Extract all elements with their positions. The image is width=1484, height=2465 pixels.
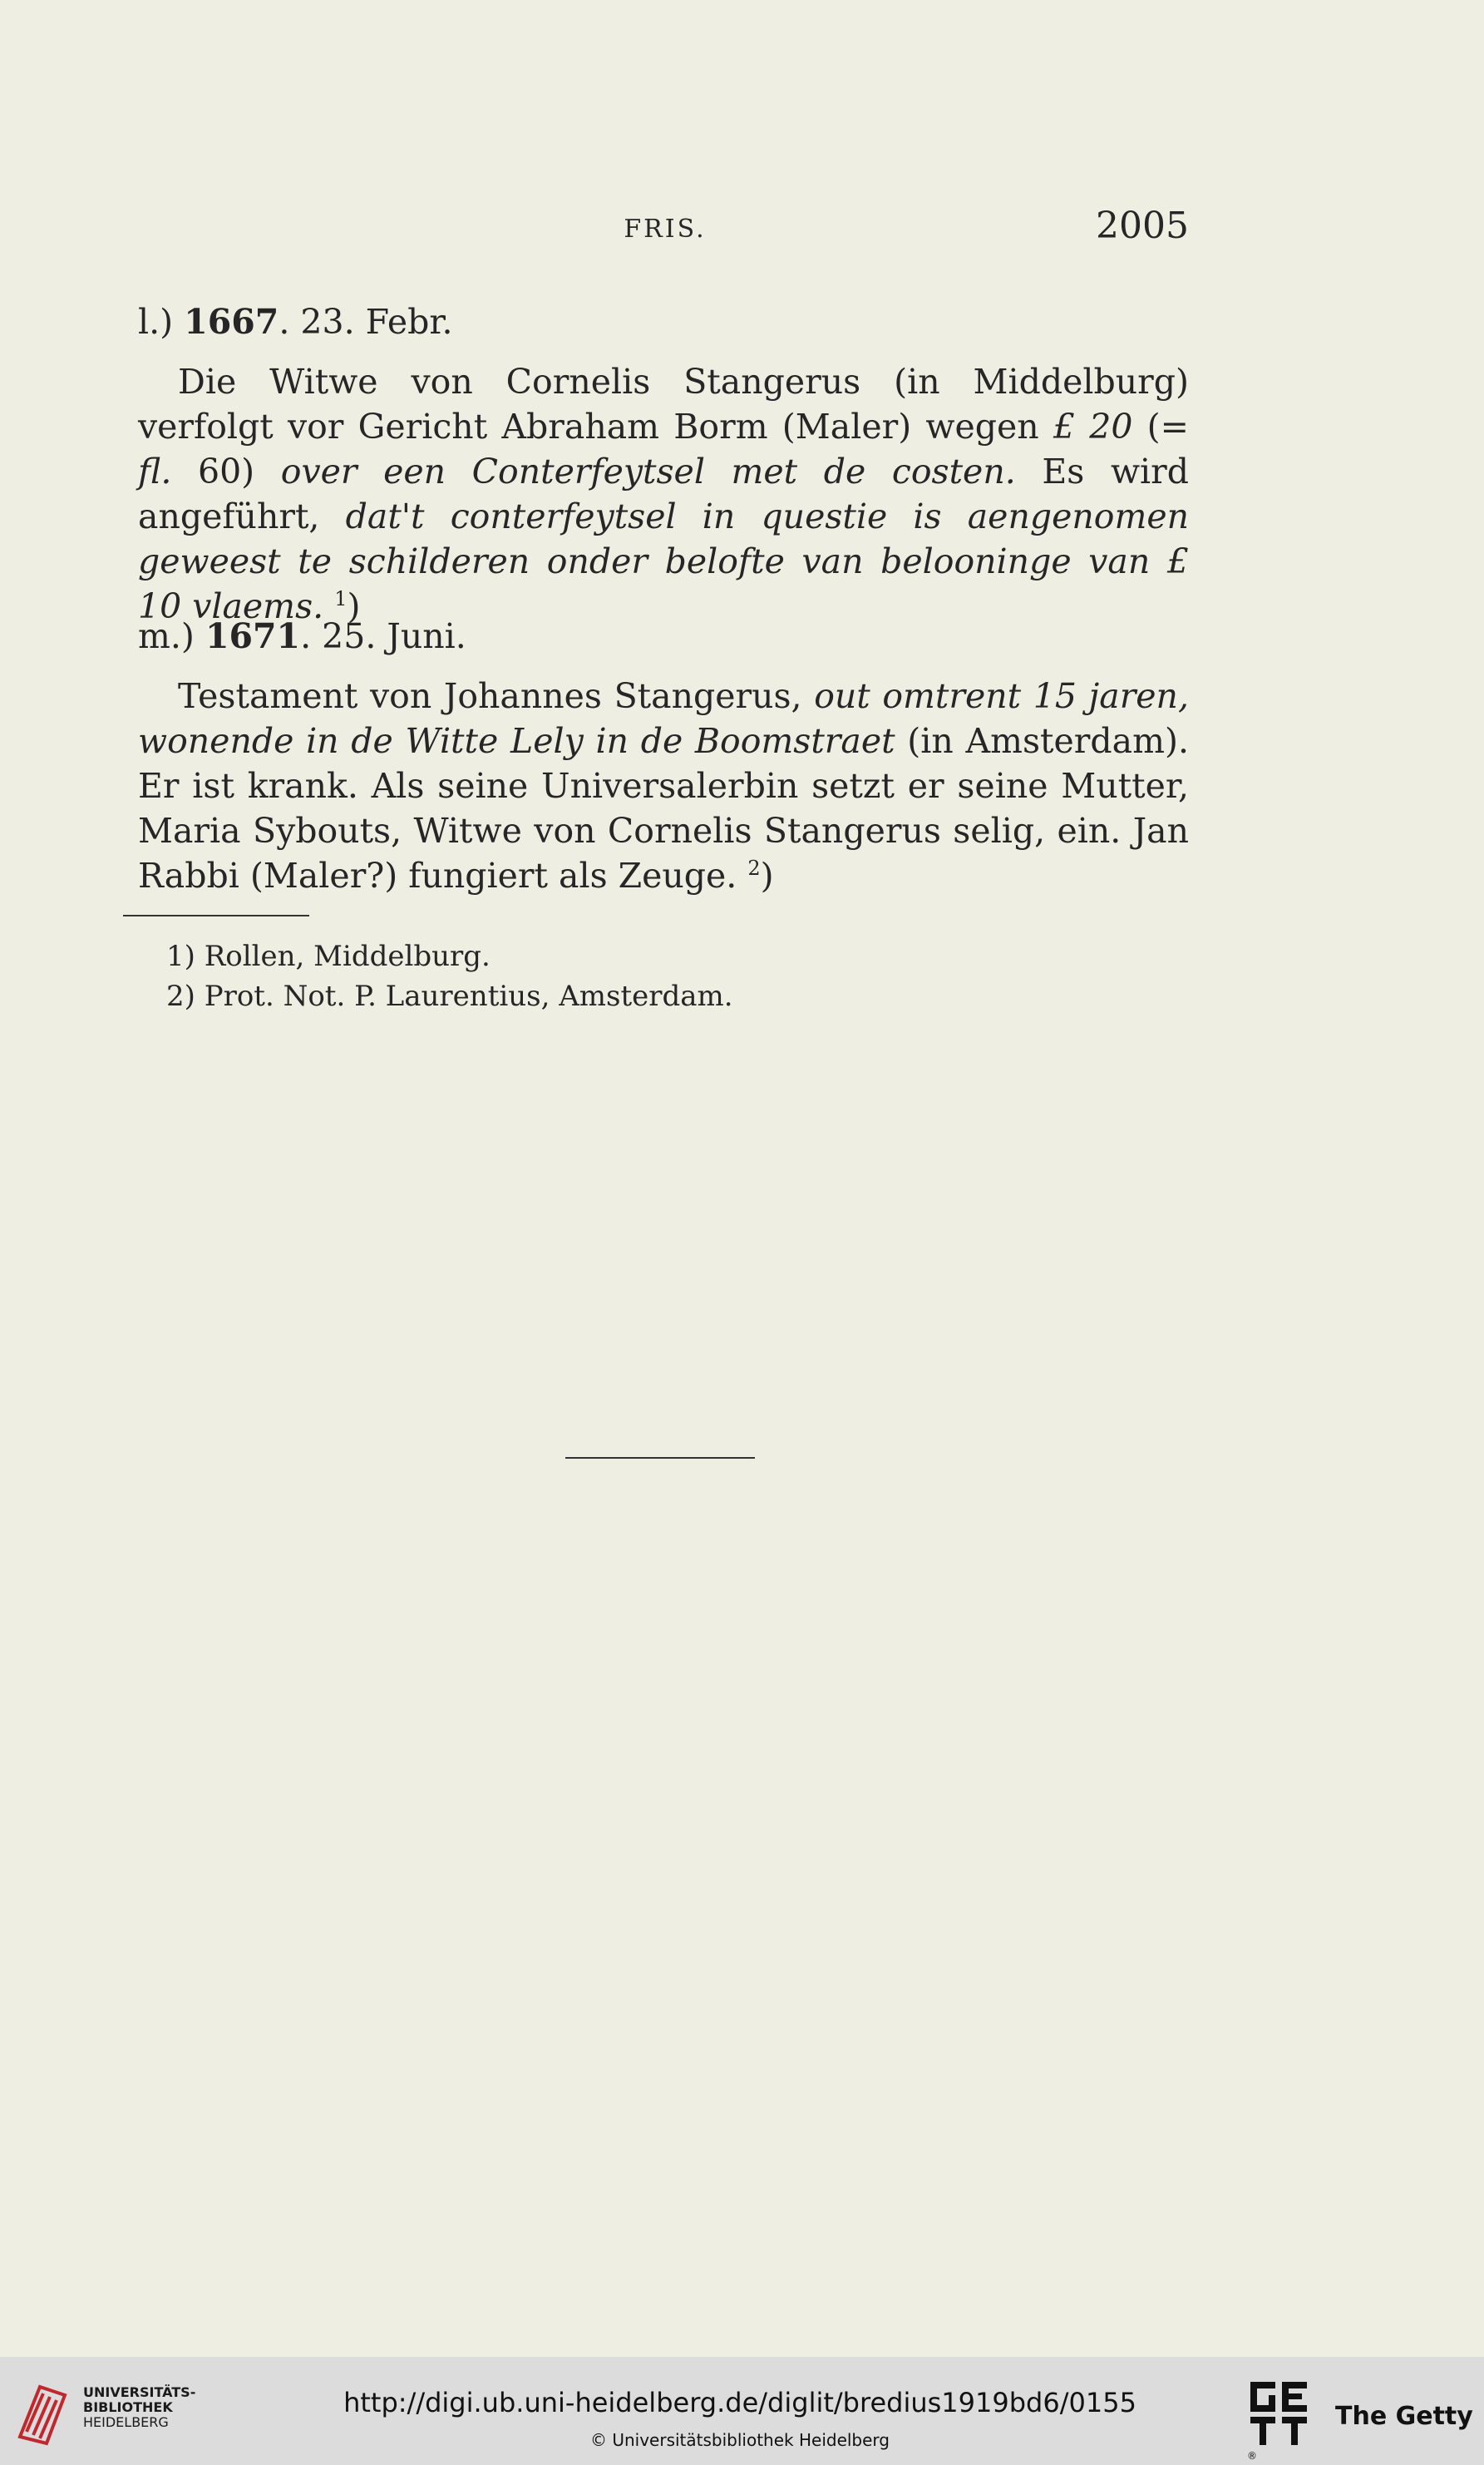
footnote-ref-2[interactable]: 2 [747,857,761,880]
entry-date: . 23. Febr. [279,302,453,342]
entry-heading-m [138,614,1189,659]
entry-date: . 25. Juni. [300,616,466,656]
page-number: 2005 [1096,205,1189,247]
footnote-2: 2) Prot. Not. P. Laurentius, Amsterdam. [166,980,733,1013]
paragraph-1: Die Witwe von Cornelis Stangerus (in Middelburg) verfolgt vor Gericht Abraham Borm (Maler) wegen £ 20 (= fl. 60) over een Conterfeytsel met de costen. Es wird angeführt, dat't conterfeytsel in questie is aengenomen geweest te schilderen onder belofte van belooninge van £ 10 vlaems. $^1$) [138,362,1190,626]
getty-logo-icon [1247,2379,1314,2448]
copyright-notice: © Universitätsbibliothek Heidelberg [589,2430,890,2450]
library-logo-icon [15,2379,71,2447]
footnote-ref-1[interactable]: 1 [334,587,348,610]
footnote-divider [123,915,309,916]
getty-name: The Getty [1335,2402,1473,2431]
source-url-link[interactable]: http://digi.ub.uni-heidelberg.de/diglit/bredius1919bd6/0155 [343,2387,1136,2418]
registered-mark: ® [1247,2450,1257,2462]
library-name: UNIVERSITÄTS- BIBLIOTHEK HEIDELBERG [83,2384,196,2430]
running-title: FRIS. [624,215,707,244]
entry-year: 1671 [205,616,301,656]
footnotes [166,936,1081,1016]
entry-label: m.) [138,616,195,656]
section-end-rule [565,1457,755,1459]
entry-label: l.) [138,302,174,342]
paragraph-2: Testament von Johannes Stangerus, out omtrent 15 jaren, wonende in de Witte Lely in de Boomstraet (in Amsterdam). Er ist krank. Als seine Universalerbin setzt er seine Mutter, Maria Sybouts, Witwe von Cornelis Stangerus selig, ein. Jan Rabbi (Maler?) fungiert als Zeuge. $^2$) [138,676,1189,896]
entry-heading-l [138,299,1189,344]
footnote-1: 1) Rollen, Middelburg. [166,940,491,973]
entry-year: 1667 [184,302,279,342]
footer-bar [0,2357,1484,2465]
